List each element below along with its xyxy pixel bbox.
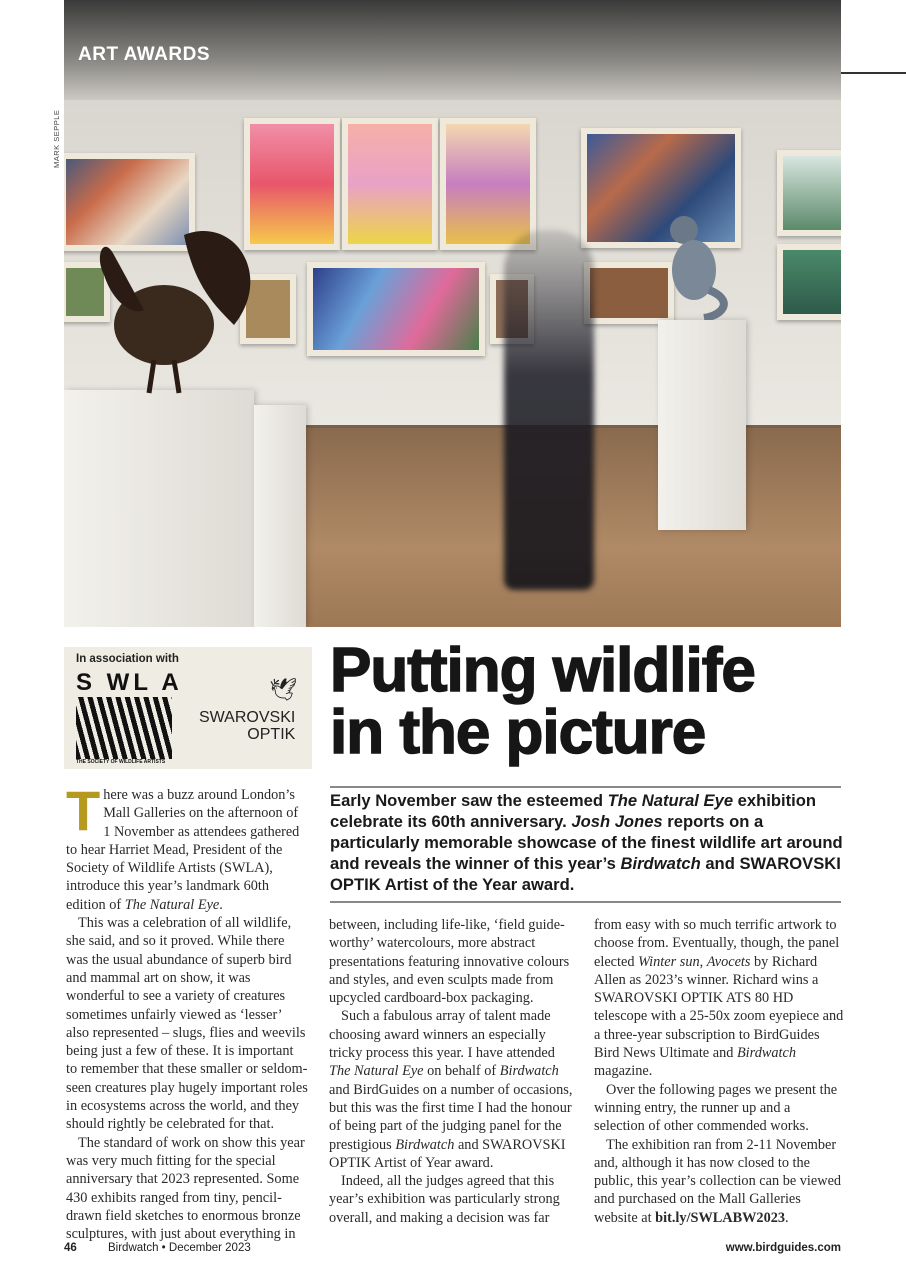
text-run: and SWAROVSKI OPTIK Artist of the Year award. — [330, 854, 841, 894]
divider — [330, 786, 841, 788]
falcon-icon: 🕊 — [269, 677, 297, 702]
pedestal — [64, 390, 254, 627]
text-run: by Richard Allen as 2023’s winner. Richard wins a SWAROVSKI OPTIK ATS 80 HD telescope with a 25-50x zoom eyepiece and a three-year subscription to BirdGuides Bird News Ultimate and — [594, 953, 844, 1062]
page-number: 46 — [64, 1242, 77, 1254]
text-run: on behalf of — [423, 1063, 500, 1080]
paragraph — [594, 916, 844, 1081]
text-run: Birdwatch — [620, 854, 701, 873]
website-link[interactable]: www.birdguides.com — [725, 1242, 841, 1254]
text-run: The standard of work on show this year was very much fitting for the special anniversary that 2023 represented. Some 430 exhibits ranged from tiny, pencil-drawn field sketches to enormous bronze sculptures, with just about everything in — [66, 1134, 305, 1243]
text-run: from easy with so much terrific artwork to choose from. Eventually, though, the panel elected — [594, 917, 840, 970]
blurred-visitor — [504, 230, 594, 590]
pedestal — [254, 405, 306, 627]
painting — [307, 262, 485, 356]
text-run: Such a fabulous array of talent made choosing award winners an especially tricky process this year. I have attended — [329, 1008, 555, 1062]
text-run: Birdwatch — [736, 1045, 796, 1062]
gallery-photo — [64, 0, 841, 627]
lemur-sculpture — [654, 210, 734, 320]
painting — [440, 118, 536, 250]
painting — [777, 150, 841, 236]
capercaillie-sculpture — [84, 215, 254, 395]
text-run: and SWAROVSKI OPTIK Artist of Year award. — [329, 1136, 566, 1171]
issue-info: Birdwatch • December 2023 — [108, 1242, 251, 1254]
text-run: This was a celebration of all wildlife, she said, and so it proved. While there was the usual abundance of superb bird and mammal art on show, it was wonderful to see a variety of creatures sometimes unfairly viewed as ‘lesser’ also represented – slugs, flies and weevils being just a few of these. It is important to remember that these smaller or seldom-seen creatures play hugely important roles in ecosystems across the world, and they should rightly be celebrated for that. — [66, 915, 308, 1133]
text-run: magazine. — [594, 1063, 653, 1080]
drop-cap: T — [66, 779, 101, 842]
paragraph — [594, 1081, 844, 1136]
text-run: exhibition celebrate its 60th anniversary. — [330, 791, 817, 831]
text-run: Winter sun — [638, 953, 700, 970]
text-run: Indeed, all the judges agreed that this year’s exhibition was particularly strong overall, and making a decision was far — [329, 1173, 560, 1226]
text-run: . — [785, 1209, 789, 1226]
text-run: between, including life-like, ‘field guide-worthy’ watercolours, more abstract presentations featuring innovative colours and styles, and even sculpts made from upcycled cardboard-box packaging. — [329, 917, 570, 1007]
text-run: The exhibition ran from 2-11 November and, although it has now closed to the public, this year’s collection can be viewed and purchased on the Mall Galleries website at — [594, 1136, 842, 1226]
swla-full-name: THE SOCIETY OF WILDLIFE ARTISTS — [76, 759, 166, 765]
text-run: and BirdGuides on a number of occasions, but this was the first time I had the honour of being part of the judging panel for the prestigious — [329, 1081, 573, 1153]
section-label: ART AWARDS — [78, 44, 211, 65]
headline-line-1: Putting wildlife — [330, 636, 755, 705]
pedestal — [658, 320, 746, 530]
text-run: here was a buzz around London’s Mall Galleries on the afternoon of 1 November as attendees gathered to hear Harriet Mead, President of the Society of Wildlife Artists (SWLA), introduce this year’s landmark 60th edition of — [66, 787, 300, 913]
paragraph — [66, 779, 308, 914]
text-run: Over the following pages we present the winning entry, the runner up and a selection of other commended works. — [594, 1081, 838, 1135]
zebra-logo-icon — [76, 697, 172, 759]
text-run: Josh Jones — [571, 812, 663, 831]
body-column-1 — [66, 779, 308, 1243]
section-rule — [841, 72, 906, 74]
paragraph — [594, 1136, 844, 1227]
text-run: , — [699, 953, 707, 970]
optik-text: OPTIK — [247, 726, 296, 743]
body-column-3 — [594, 916, 844, 1227]
standfirst — [330, 790, 845, 895]
text-run: Birdwatch — [395, 1136, 455, 1153]
text-run: Avocets — [706, 953, 751, 970]
paragraph — [66, 914, 308, 1134]
text-run: The Natural Eye — [329, 1063, 424, 1080]
association-label: In association with — [76, 653, 179, 665]
painting — [777, 244, 841, 320]
swarovski-text: SWAROVSKI — [199, 709, 296, 726]
photo-credit: MARK SEPPLE — [52, 109, 61, 168]
swla-logo: S WL A — [76, 669, 183, 696]
paragraph — [329, 1172, 574, 1227]
text-run: Early November saw the esteemed — [330, 791, 608, 810]
painting — [244, 118, 340, 250]
swarovski-logo — [199, 709, 295, 743]
paragraph — [329, 916, 574, 1007]
text-run: The Natural Eye — [124, 896, 220, 913]
paragraph — [66, 1134, 308, 1244]
text-run: The Natural Eye — [607, 791, 734, 810]
headline — [330, 636, 755, 767]
text-run[interactable]: bit.ly/SWLABW2023 — [655, 1209, 786, 1226]
sponsor-logos — [64, 647, 312, 769]
headline-line-2: in the picture — [330, 698, 706, 767]
divider — [330, 901, 841, 903]
text-run: . — [219, 896, 223, 913]
text-run: Birdwatch — [499, 1063, 559, 1080]
text-run: reports on a particularly memorable showcase of the finest wildlife art around and reveals the winner of this year’s — [330, 812, 843, 873]
paragraph — [329, 1007, 574, 1172]
painting — [342, 118, 438, 250]
body-column-2 — [329, 916, 574, 1227]
